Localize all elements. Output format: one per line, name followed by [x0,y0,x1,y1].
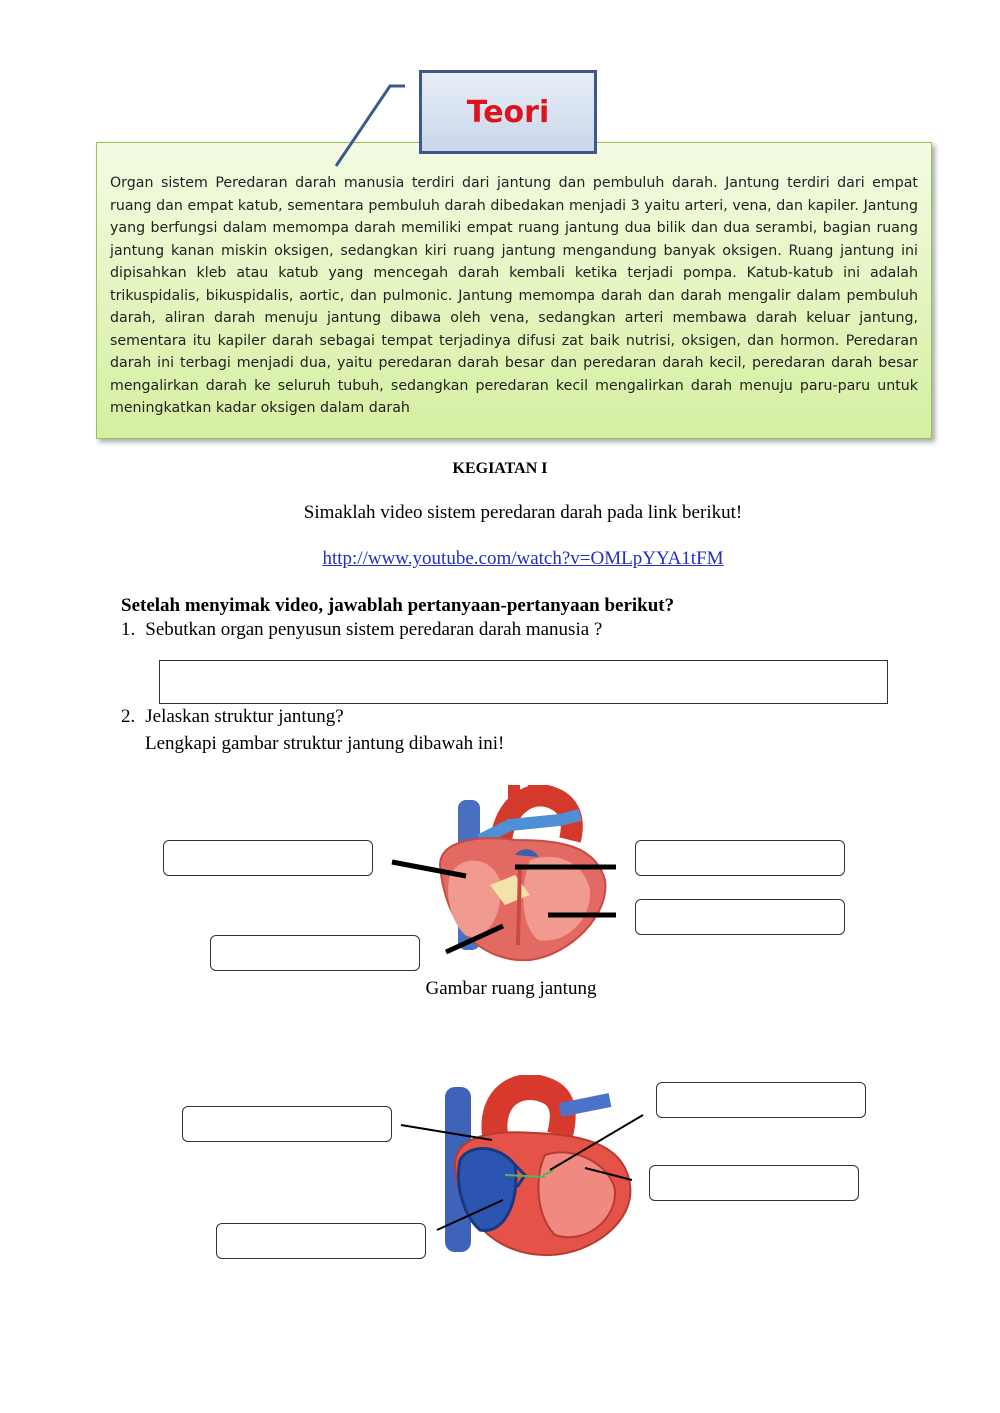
label-input-fig1-3[interactable] [635,899,845,935]
activity-title: KEGIATAN I [452,460,548,477]
label-input-fig1-2[interactable] [635,840,845,876]
question-text: Jelaskan struktur jantung? [145,706,344,727]
question-2-subtext: Lengkapi gambar struktur jantung dibawah ini! [145,733,505,754]
label-input-fig1-1[interactable] [163,840,373,876]
video-link[interactable]: http://www.youtube.com/watch?v=OMLpYYA1tFM [322,548,724,569]
question-text: Sebutkan organ penyusun sistem peredaran darah manusia ? [145,619,603,640]
question-number: 1. [121,619,136,640]
label-input-fig2-3[interactable] [649,1165,859,1201]
question-number: 2. [121,706,136,727]
label-input-fig2-4[interactable] [216,1223,426,1259]
teori-title-box [419,70,597,154]
figure1-caption: Gambar ruang jantung [425,978,597,999]
figure2-pointers [0,1000,1000,1300]
questions-heading: Setelah menyimak video, jawablah pertanyaan-pertanyaan berikut? [121,595,675,616]
label-input-fig2-1[interactable] [656,1082,866,1118]
activity-instruction: Simaklah video sistem peredaran darah pada link berikut! [303,502,743,523]
label-input-fig1-4[interactable] [210,935,420,971]
label-input-fig2-2[interactable] [182,1106,392,1142]
theory-paragraph: Organ sistem Peredaran darah manusia terdiri dari jantung dan pembuluh darah. Jantung terdiri dari empat ruang dan empat katub, sementara pembuluh darah dibedakan menjadi 3 yaitu arteri, vena, dan kapiler. Jantung yang berfungsi dalam memompa darah memiliki empat ruang jantung dua bilik dan dua serambi, bagian ruang jantung kanan miskin oksigen, sedangkan kiri ruang jantung mengandung banyak oksigen. Ruang jantung ini dipisahkan kleb atau katub yang mencegah darah kembali ketika terjadi pompa. Katub-katub ini adalah trikuspidalis, bikuspidalis, aortic, dan pulmonic. Jantung memompa darah dan darah mengalir dalam pembuluh darah, aliran darah menuju jantung dibawa oleh vena, sedangkan arteri membawa darah keluar jantung, sementara itu kapiler darah sebagai tempat terjadinya difusi zat baik nutrisi, oksigen, dan hormon. Peredaran darah ini terbagi menjadi dua, yaitu peredaran darah besar dan peredaran darah kecil, peredaran darah besar mengalirkan darah ke seluruh tubuh, sedangkan peredaran kecil mengalirkan darah menuju paru-paru untuk meningkatkan kadar oksigen dalam darah [110,175,918,416]
teori-title: Teori [466,94,550,130]
